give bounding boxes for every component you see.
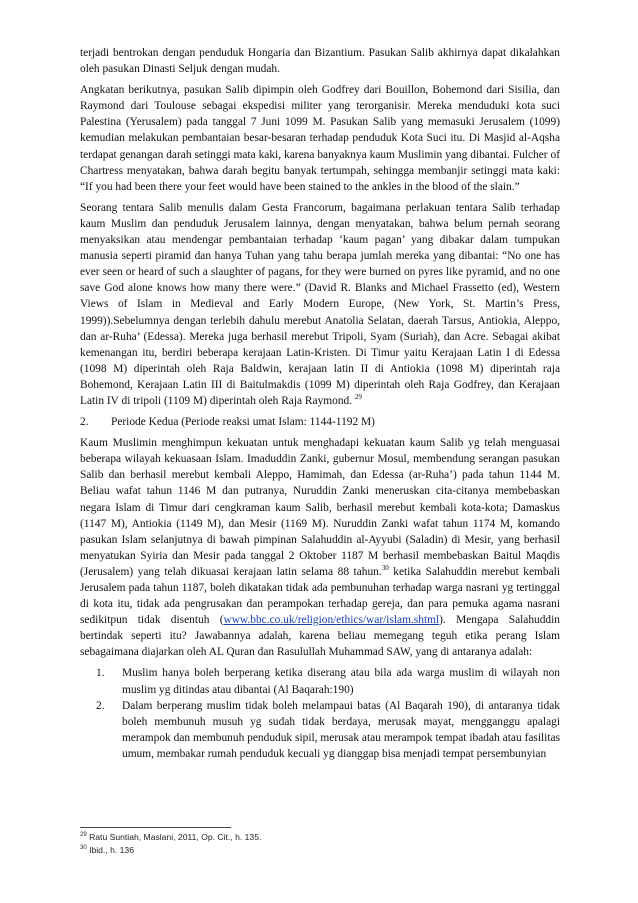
list-item — [96, 698, 560, 762]
section-heading — [80, 414, 560, 430]
paragraph-3-text: Seorang tentara Salib menulis dalam Gesta Francorum, bagaimana perlakuan tentara Salib terhadap kaum Muslim dan penduduk Jerusalem lainnya, dengan menyatakan, bahwa belum pernah seorang menyaksikan atau mendengar pembantaian terhadap ‘kaum pagan’ yang dibakar dalam tumpukan manusia seperti piramid dan hanya Tuhan yang tahu berapa jumlah mereka yang dibantai: “No one has ever seen or heard of such a slaughter of pagans, for they were burned on pyres like pyramid, and no one save God alone knows how many there were.” (David R. Blanks and Michael Frassetto (ed), Western Views of Islam in Medieval and Early Modern Europe, (New York, St. Martin’s Press, 1999)).Sebelumnya dengan terlebih dahulu merebut Anatolia Selatan, daerah Tarsus, Antiokia, Aleppo, dan ar-Ruha’ (Edessa). Mereka juga berhasil merebut Tripoli, Syam (Suriah), dan Acre. Sebagai akibat kemenangan itu, berdiri beberapa kerajaan Latin-Kristen. Di Timur yaitu Kerajaan Latin I di Edessa (1098 M) diperintah oleh Raja Baldwin, kerajaan latin II di Antiokia (1098 M) diperintah raja Bohemond, Kerajaan Latin III di Baitulmakdis (1099 M) diperintah oleh Raja Godfrey, dan Kerajaan Latin IV di tripoli (1109 M) diperintah oleh Raja Raymond. — [80, 201, 560, 407]
paragraph-3 — [80, 200, 560, 409]
footnote-number: 30 — [80, 845, 87, 852]
list-item — [96, 665, 560, 697]
footnote-29 — [80, 831, 560, 844]
section-number: 2. — [80, 416, 89, 429]
paragraph-2: Angkatan berikutnya, pasukan Salib dipimpin oleh Godfrey dari Bouillon, Bohemond dari Sisilia, dan Raymond dari Toulouse sebagai ekspedisi militer yang terorganisir. Mereka menduduki kota suci Palestina (Yerusalem) pada tanggal 7 Juni 1099 M. Pasukan Salib yang memasuki Jerusalem (1099) kemudian melakukan pembantaian besar-besaran terhadap penduduk Kota Suci itu. Di Masjid al-Aqsha terdapat genangan darah setinggi mata kaki, karena banyaknya kaum Muslimin yang dibantai. Fulcher of Chartress menyatakan, bahwa darah begitu banyak tertumpah, sehingga membanjir setinggi mata kaki: “If you had been there your feet would have been stained to the ankles in the blood of the slain.” — [80, 84, 560, 193]
footnote-ref-30[interactable]: 30 — [381, 564, 389, 573]
footnote-divider — [80, 827, 231, 828]
paragraph-4-text-a: Kaum Muslimin menghimpun kekuatan untuk menghadapi kekuatan kaum Salib yg telah menguasai beberapa wilayah kekuasaan Islam. Imaduddin Zanki, gubernur Mosul, membendung serangan pasukan Salib dan berhasil merebut kembali Aleppo, Hamimah, dan Edessa (ar-Ruha’) pada tahun 1144 M. Beliau wafat tahun 1146 M dan putranya, Nuruddin Zanki meneruskan cita-citanya membebaskan negara Islam di Timur dari cengkraman kaum Salib, berhasil merebut kembali kota-kota; Damaskus (1147 M), Antiokia (1149 M), dan Mesir (1169 M). Nuruddin Zanki wafat tahun 1174 M, komando pasukan Islam selanjutnya di bawah pimpinan Salahuddin al-Ayyubi (Saladin) di Mesir, yang berhasil menyatukan Syiria dan Mesir pada tanggal 2 Oktober 1187 M berhasil membebaskan Baitul Maqdis (Jerusalem) yang telah dikuasai kerajaan latin selama 88 tahun. — [80, 437, 560, 578]
footnote-ref-29[interactable]: 29 — [354, 393, 362, 402]
list-item-number: 1. — [96, 667, 105, 680]
ethics-list — [80, 665, 560, 762]
section-title: Periode Kedua (Periode reaksi umat Islam: 1144-1192 M) — [111, 416, 375, 429]
footnotes — [80, 831, 560, 857]
paragraph-4 — [80, 435, 560, 660]
paragraph-4-text-c: ). Mengapa Salahuddin bertindak seperti itu? Jawabannya adalah, karena beliau memegang teguh etika perang Islam sebagaimana diajarkan oleh AL Quran dan Rasulullah Muhammad SAW, yang di antaranya adalah: — [80, 614, 560, 659]
footnote-number: 29 — [80, 832, 87, 839]
list-item-number: 2. — [96, 699, 105, 712]
paragraph-4-text-b: ketika Salahuddin merebut kembali Jerusalem pada tahun 1187, boleh dikatakan tidak ada pembunuhan terhadap warga nasrani yg tertinggal di kota itu, tidak ada pengrusakan dan perampokan terhadap gereja, dan para pemuka agama nasrani sedikitpun tidak disentuh ( — [80, 565, 560, 627]
bbc-link[interactable]: www.bbc.co.uk/religion/ethics/war/islam.shtml — [223, 614, 440, 627]
body-text — [80, 45, 560, 762]
paragraph-1: terjadi bentrokan dengan penduduk Hongaria dan Bizantium. Pasukan Salib akhirnya dapat dikalahkan oleh pasukan Dinasti Seljuk dengan mudah. — [80, 47, 560, 76]
footnote-text: Ratu Suntiah, Maslani, 2011, Op. Cit., h. 135. — [86, 832, 262, 842]
list-item-text: Muslim hanya boleh berperang ketika diserang atau bila ada warga muslim di wilayah non muslim yg ditindas atau dibantai (Al Baqarah:190) — [122, 667, 560, 696]
footnote-text: Ibid., h. 136 — [86, 845, 134, 855]
list-item-text: Dalam berperang muslim tidak boleh melampaui batas (Al Baqarah 190), di antaranya tidak boleh membunuh musuh yg sudah tidak berdaya, merusak mayat, mengganggu apalagi merampok dan membunuh penduduk sipil, merusak atau merampok tempat ibadah atau fasilitas umum, membakar rumah penduduk kecuali yg dianggap bisa menjadi tempat persembunyian — [122, 699, 560, 760]
footnote-30 — [80, 844, 560, 857]
